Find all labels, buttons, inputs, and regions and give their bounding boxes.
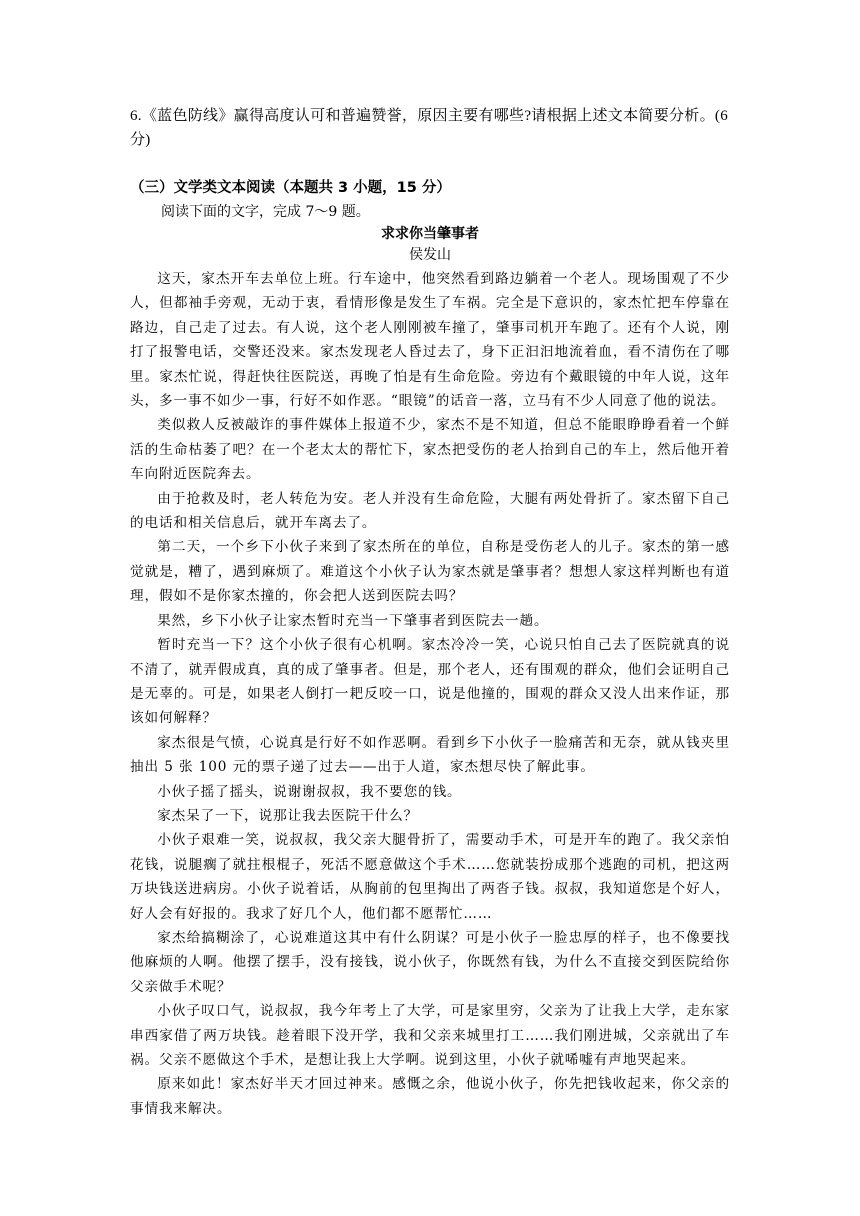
story-author: 侯发山 [409, 247, 451, 263]
question-6: 6.《蓝色防线》赢得高度认可和普遍赞誉，原因主要有哪些?请根据上述文本简要分析。(6分) [130, 108, 729, 148]
story-paragraph: 小伙子艰难一笑，说叔叔，我父亲大腿骨折了，需要动手术，可是开车的跑了。我父亲怕花钱，说腿瘸了就拄根棍子，死活不愿意做这个手术……您就装扮成那个逃跑的司机，把这两万块钱送进病房。小伙子说着话，从胸前的包里掏出了两沓子钱。叔叔，我知道您是个好人，好人会有好报的。我求了好几个人，他们都不愿帮忙…… [130, 832, 730, 922]
story-body [130, 267, 730, 1121]
story-paragraph: 果然，乡下小伙子让家杰暂时充当一下肇事者到医院去一趟。 [157, 612, 549, 629]
story-paragraph: 家杰给搞糊涂了，心说难道这其中有什么阴谋？可是小伙子一脸忠厚的样子，也不像要找他麻烦的人啊。他摆了摆手，没有接钱，说小伙子，你既然有钱，为什么不直接交到医院给你父亲做手术呢？ [130, 929, 730, 995]
story-paragraph: 暂时充当一下？这个小伙子很有心机啊。家杰冷冷一笑，心说只怕自己去了医院就真的说不清了，就弄假成真，真的成了肇事者。但是，那个老人，还有围观的群众，他们会证明自己是无辜的。可是，如果老人倒打一耙反咬一口，说是他撞的，围观的群众又没人出来作证，那该如何解释？ [130, 637, 730, 727]
story-paragraph: 第二天，一个乡下小伙子来到了家杰所在的单位，自称是受伤老人的儿子。家杰的第一感觉就是，糟了，遇到麻烦了。难道这个小伙子认为家杰就是肇事者？想想人家这样判断也有道理，假如不是你家杰撞的，你会把人送到医院去吗？ [130, 539, 730, 605]
story-paragraph: 这天，家杰开车去单位上班。行车途中，他突然看到路边躺着一个老人。现场围观了不少人，但都袖手旁观，无动于衷，看情形像是发生了车祸。完全是下意识的，家杰忙把车停靠在路边，自己走了过去。有人说，这个老人刚刚被车撞了，肇事司机开车跑了。还有个人说，刚打了报警电话，交警还没来。家杰发现老人昏过去了，身下正汩汩地流着血，看不清伤在了哪里。家杰忙说，得赶快往医院送，再晚了怕是有生命危险。旁边有个戴眼镜的中年人说，这年头，多一事不如少一事，行好不如作恶。“眼镜”的话音一落，立马有不少人同意了他的说法。 [130, 271, 730, 410]
story-title: 求求你当肇事者 [381, 226, 479, 242]
reading-instruction: 阅读下面的文字，完成 7～9 题。 [161, 204, 370, 220]
story-paragraph: 类似救人反被敲诈的事件媒体上报道不少，家杰不是不知道，但总不能眼睁睁看着一个鲜活的生命枯萎了吧？在一个老太太的帮忙下，家杰把受伤的老人抬到自己的车上，然后他开着车向附近医院奔去。 [130, 417, 730, 483]
story-paragraph: 家杰呆了一下，说那让我去医院干什么？ [157, 807, 419, 824]
story-paragraph: 小伙子摇了摇头，说谢谢叔叔，我不要您的钱。 [157, 783, 462, 800]
story-paragraph: 由于抢救及时，老人转危为安。老人并没有生命危险，大腿有两处骨折了。家杰留下自己的电话和相关信息后，就开车离去了。 [130, 490, 730, 532]
story-paragraph: 小伙子叹口气，说叔叔，我今年考上了大学，可是家里穷，父亲为了让我上大学，走东家串西家借了两万块钱。趁着眼下没开学，我和父亲来城里打工……我们刚进城，父亲就出了车祸。父亲不愿做这个手术，是想让我上大学啊。说到这里，小伙子就唏嘘有声地哭起来。 [130, 1003, 730, 1068]
story-paragraph: 原来如此！家杰好半天才回过神来。感慨之余，他说小伙子，你先把钱收起来，你父亲的事情我来解决。 [130, 1076, 730, 1117]
section-heading: （三）文学类文本阅读（本题共 3 小题，15 分） [130, 180, 451, 196]
story-paragraph: 家杰很是气愤，心说真是行好不如作恶啊。看到乡下小伙子一脸痛苦和无奈，就从钱夹里抽出 5 张 100 元的票子递了过去——出于人道，家杰想尽快了解此事。 [130, 734, 730, 776]
